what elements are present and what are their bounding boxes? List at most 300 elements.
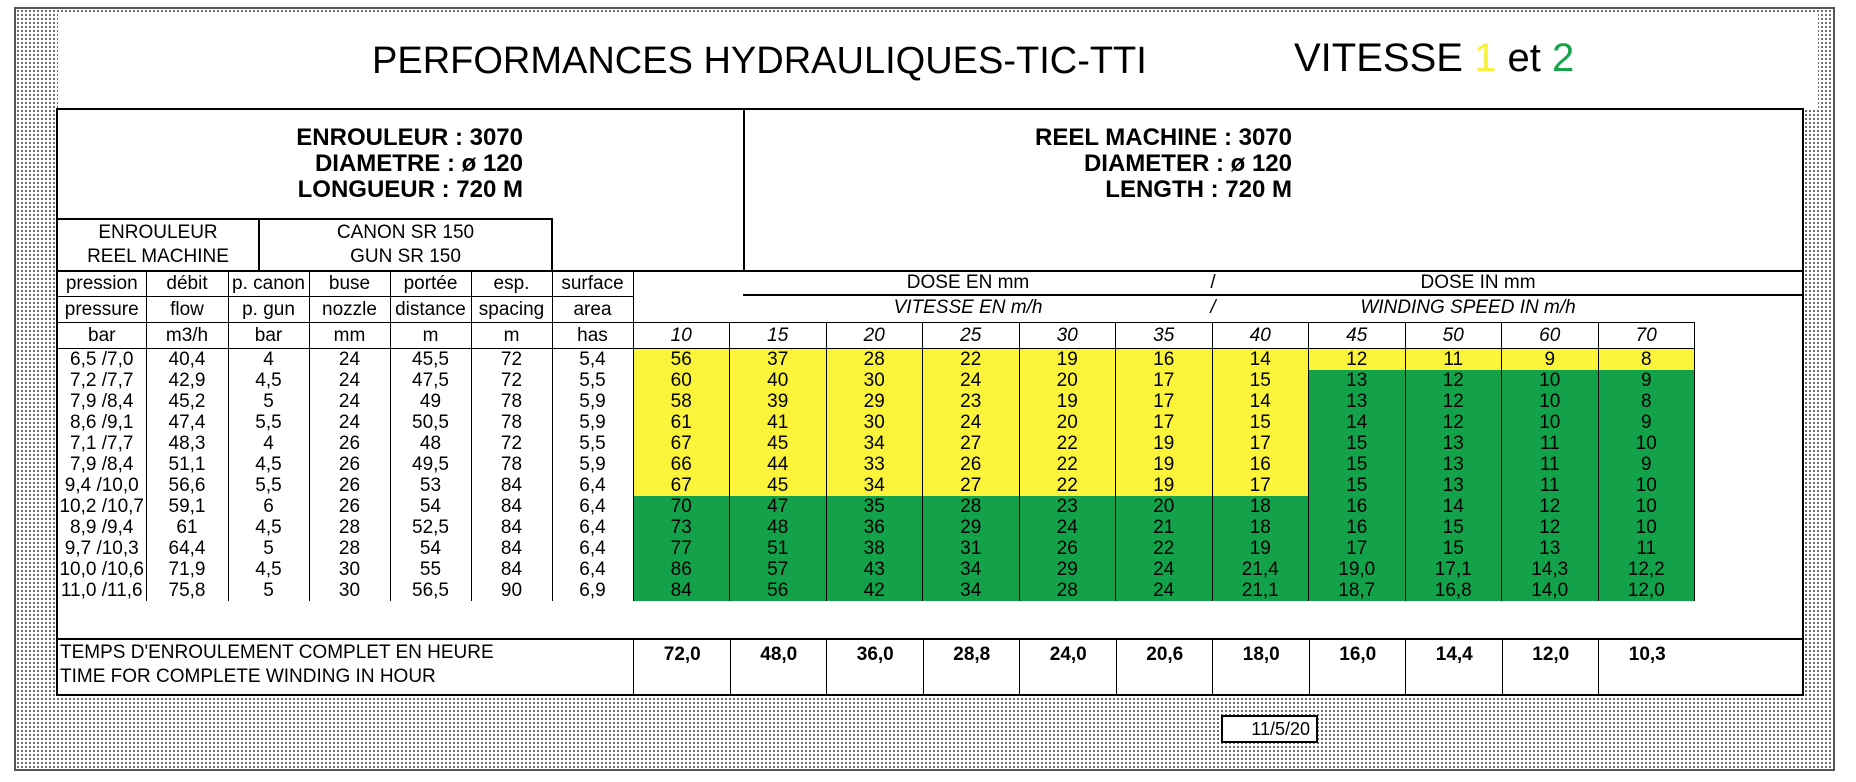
divider bbox=[1598, 640, 1599, 696]
dose-cell: 19 bbox=[1019, 391, 1116, 412]
unit-cell: has bbox=[552, 323, 633, 349]
divider bbox=[551, 218, 553, 270]
page-title: PERFORMANCES HYDRAULIQUES-TIC-TTI bbox=[372, 40, 1147, 82]
spacer-cell bbox=[1309, 297, 1406, 323]
dose-cell: 14,3 bbox=[1502, 559, 1599, 580]
spacer-cell bbox=[1116, 271, 1213, 297]
dose-cell: 57 bbox=[730, 559, 827, 580]
info-cell: 30 bbox=[309, 580, 390, 601]
dose-cell: 20 bbox=[1116, 496, 1213, 517]
speed-separator: / bbox=[1210, 297, 1216, 318]
dose-cell: 12,2 bbox=[1598, 559, 1695, 580]
column-header-row-en bbox=[58, 297, 1695, 323]
dose-cell: 17 bbox=[1212, 433, 1309, 454]
info-cell: 7,1 /7,7 bbox=[58, 433, 146, 454]
divider bbox=[923, 640, 924, 696]
dose-cell: 19 bbox=[1116, 454, 1213, 475]
winding-time-value: 72,0 bbox=[663, 644, 701, 665]
spacer-cell bbox=[1212, 297, 1309, 323]
dose-cell: 11 bbox=[1502, 475, 1599, 496]
table-row bbox=[58, 496, 1695, 517]
info-cell: 84 bbox=[471, 496, 552, 517]
dose-cell: 18,7 bbox=[1309, 580, 1406, 601]
header-length-fr: LONGUEUR : 720 M bbox=[297, 176, 523, 203]
header-diameter-fr: DIAMETRE : ø 120 bbox=[314, 150, 523, 177]
table-row bbox=[58, 412, 1695, 433]
spacer-cell bbox=[923, 297, 1020, 323]
dose-cell: 61 bbox=[633, 412, 730, 433]
info-cell: 84 bbox=[471, 517, 552, 538]
info-cell: 5,5 bbox=[552, 370, 633, 391]
group-reel-en: REEL MACHINE bbox=[87, 246, 229, 267]
info-cell: 6,4 bbox=[552, 517, 633, 538]
column-header-row-fr bbox=[58, 271, 1695, 297]
winding-time-value: 36,0 bbox=[856, 644, 894, 665]
dose-cell: 10 bbox=[1502, 412, 1599, 433]
dose-cell: 23 bbox=[1019, 496, 1116, 517]
info-cell: 61 bbox=[146, 517, 228, 538]
dose-cell: 14 bbox=[1212, 349, 1309, 371]
spacer-cell bbox=[923, 271, 1020, 297]
dose-cell: 12 bbox=[1502, 496, 1599, 517]
info-cell: 56,6 bbox=[146, 475, 228, 496]
dose-cell: 17 bbox=[1116, 370, 1213, 391]
info-cell: 5,5 bbox=[228, 412, 309, 433]
speed-header-cell: 60 bbox=[1502, 323, 1599, 349]
dose-cell: 43 bbox=[826, 559, 923, 580]
dose-cell: 14 bbox=[1309, 412, 1406, 433]
info-cell: 6,5 /7,0 bbox=[58, 349, 146, 371]
info-cell: 78 bbox=[471, 454, 552, 475]
dose-cell: 19 bbox=[1019, 349, 1116, 371]
dose-label-fr: DOSE EN mm bbox=[906, 272, 1030, 293]
info-cell: 4,5 bbox=[228, 370, 309, 391]
spacer-cell bbox=[1502, 297, 1599, 323]
column-header-fr: buse bbox=[309, 271, 390, 297]
info-cell: 56,5 bbox=[390, 580, 471, 601]
dose-cell: 21,1 bbox=[1212, 580, 1309, 601]
dose-cell: 10 bbox=[1598, 517, 1695, 538]
info-cell: 5 bbox=[228, 580, 309, 601]
dose-cell: 70 bbox=[633, 496, 730, 517]
dose-cell: 13 bbox=[1309, 391, 1406, 412]
info-cell: 6,9 bbox=[552, 580, 633, 601]
column-header-fr: débit bbox=[146, 271, 228, 297]
speed-two: 2 bbox=[1551, 36, 1575, 80]
info-cell: 5 bbox=[228, 391, 309, 412]
dose-cell: 17 bbox=[1212, 475, 1309, 496]
info-cell: 24 bbox=[309, 391, 390, 412]
table-row bbox=[58, 580, 1695, 601]
info-cell: 47,5 bbox=[390, 370, 471, 391]
table-row bbox=[58, 433, 1695, 454]
info-cell: 72 bbox=[471, 370, 552, 391]
dose-cell: 28 bbox=[1019, 580, 1116, 601]
dose-cell: 22 bbox=[923, 349, 1020, 371]
column-header-en: spacing bbox=[471, 297, 552, 323]
dose-cell: 26 bbox=[1019, 538, 1116, 559]
info-cell: 50,5 bbox=[390, 412, 471, 433]
dose-cell: 8 bbox=[1598, 349, 1695, 371]
info-cell: 78 bbox=[471, 412, 552, 433]
dose-cell: 67 bbox=[633, 433, 730, 454]
dose-cell: 19 bbox=[1116, 433, 1213, 454]
spacer-cell bbox=[1598, 271, 1695, 297]
info-cell: 4 bbox=[228, 433, 309, 454]
info-cell: 48,3 bbox=[146, 433, 228, 454]
dose-cell: 15 bbox=[1309, 433, 1406, 454]
table-row bbox=[58, 349, 1695, 371]
spacer-cell bbox=[1502, 271, 1599, 297]
table-row bbox=[58, 370, 1695, 391]
info-cell: 75,8 bbox=[146, 580, 228, 601]
dose-cell: 73 bbox=[633, 517, 730, 538]
dose-cell: 23 bbox=[923, 391, 1020, 412]
dose-cell: 22 bbox=[1116, 538, 1213, 559]
info-cell: 42,9 bbox=[146, 370, 228, 391]
dose-cell: 41 bbox=[730, 412, 827, 433]
dose-cell: 34 bbox=[826, 475, 923, 496]
column-header-en: p. gun bbox=[228, 297, 309, 323]
info-cell: 5,9 bbox=[552, 454, 633, 475]
table-row bbox=[58, 475, 1695, 496]
info-cell: 5,9 bbox=[552, 412, 633, 433]
dose-cell: 9 bbox=[1598, 454, 1695, 475]
divider bbox=[826, 640, 827, 696]
dose-cell: 14 bbox=[1405, 496, 1502, 517]
winding-time-value: 12,0 bbox=[1532, 644, 1570, 665]
dose-cell: 28 bbox=[826, 349, 923, 371]
table-row bbox=[58, 391, 1695, 412]
dose-cell: 38 bbox=[826, 538, 923, 559]
info-cell: 5,9 bbox=[552, 391, 633, 412]
info-cell: 10,0 /10,6 bbox=[59, 559, 145, 580]
spacer-cell bbox=[1405, 297, 1502, 323]
info-cell: 8,9 /9,4 bbox=[58, 517, 146, 538]
dose-cell: 20 bbox=[1019, 370, 1116, 391]
divider bbox=[1405, 640, 1406, 696]
dose-separator: / bbox=[1210, 272, 1216, 293]
spacer-cell bbox=[633, 297, 730, 323]
info-cell: 84 bbox=[471, 475, 552, 496]
title-banner bbox=[58, 12, 1818, 108]
dose-cell: 13 bbox=[1405, 433, 1502, 454]
dose-cell: 14 bbox=[1212, 391, 1309, 412]
dose-cell: 56 bbox=[730, 580, 827, 601]
dose-cell: 15 bbox=[1405, 517, 1502, 538]
info-cell: 90 bbox=[471, 580, 552, 601]
table-row bbox=[58, 538, 1695, 559]
info-cell: 26 bbox=[309, 475, 390, 496]
info-cell: 51,1 bbox=[146, 454, 228, 475]
dose-cell: 15 bbox=[1212, 370, 1309, 391]
spacer-cell bbox=[1212, 271, 1309, 297]
dose-cell: 19 bbox=[1116, 475, 1213, 496]
speed-and: et bbox=[1507, 36, 1541, 80]
dose-cell: 77 bbox=[633, 538, 730, 559]
dose-cell: 15 bbox=[1405, 538, 1502, 559]
winding-time-label-en: TIME FOR COMPLETE WINDING IN HOUR bbox=[60, 666, 436, 687]
speed-title bbox=[1294, 36, 1574, 81]
info-cell: 4,5 bbox=[228, 517, 309, 538]
info-cell: 26 bbox=[309, 496, 390, 517]
dose-cell: 14,0 bbox=[1502, 580, 1599, 601]
info-cell: 49,5 bbox=[390, 454, 471, 475]
dose-cell: 9 bbox=[1598, 370, 1695, 391]
divider bbox=[633, 640, 634, 696]
info-cell: 26 bbox=[309, 433, 390, 454]
info-cell: 4,5 bbox=[228, 559, 309, 580]
dose-cell: 16,8 bbox=[1405, 580, 1502, 601]
spacer-cell bbox=[1019, 297, 1116, 323]
info-cell: 24 bbox=[309, 412, 390, 433]
info-cell: 9,4 /10,0 bbox=[58, 475, 146, 496]
info-cell: 6,4 bbox=[552, 496, 633, 517]
dose-cell: 15 bbox=[1309, 454, 1406, 475]
info-cell: 71,9 bbox=[146, 559, 228, 580]
speed-label-fr: VITESSE EN m/h bbox=[893, 297, 1043, 318]
table-row bbox=[58, 517, 1695, 538]
dose-cell: 29 bbox=[923, 517, 1020, 538]
dose-cell: 29 bbox=[1019, 559, 1116, 580]
info-cell: 47,4 bbox=[146, 412, 228, 433]
spacer-cell bbox=[730, 271, 827, 297]
dose-cell: 12 bbox=[1309, 349, 1406, 371]
info-cell: 24 bbox=[309, 349, 390, 371]
dose-cell: 24 bbox=[1019, 517, 1116, 538]
info-cell: 4,5 bbox=[228, 454, 309, 475]
dose-cell: 22 bbox=[1019, 433, 1116, 454]
dose-cell: 39 bbox=[730, 391, 827, 412]
dose-cell: 17 bbox=[1116, 391, 1213, 412]
dose-cell: 31 bbox=[923, 538, 1020, 559]
dose-cell: 34 bbox=[923, 559, 1020, 580]
header-english bbox=[743, 110, 1804, 272]
info-cell: 54 bbox=[390, 538, 471, 559]
dose-cell: 19 bbox=[1212, 538, 1309, 559]
info-cell: 59,1 bbox=[146, 496, 228, 517]
dose-cell: 34 bbox=[923, 580, 1020, 601]
dose-cell: 24 bbox=[1116, 580, 1213, 601]
dose-cell: 24 bbox=[923, 412, 1020, 433]
speed-header-cell: 10 bbox=[633, 323, 730, 349]
dose-cell: 42 bbox=[826, 580, 923, 601]
dose-cell: 17 bbox=[1116, 412, 1213, 433]
dose-cell: 20 bbox=[1019, 412, 1116, 433]
info-cell: 7,2 /7,7 bbox=[58, 370, 146, 391]
divider bbox=[1019, 640, 1020, 696]
dose-cell: 11 bbox=[1598, 538, 1695, 559]
column-header-fr: esp. bbox=[471, 271, 552, 297]
info-cell: 45,5 bbox=[390, 349, 471, 371]
dose-cell: 58 bbox=[633, 391, 730, 412]
info-cell: 6,4 bbox=[552, 538, 633, 559]
dose-cell: 44 bbox=[730, 454, 827, 475]
dose-cell: 30 bbox=[826, 370, 923, 391]
info-cell: 49 bbox=[390, 391, 471, 412]
dose-cell: 9 bbox=[1502, 349, 1599, 371]
dose-cell: 21 bbox=[1116, 517, 1213, 538]
winding-time-value: 10,3 bbox=[1628, 644, 1666, 665]
dose-cell: 12 bbox=[1405, 370, 1502, 391]
speed-header-cell: 25 bbox=[923, 323, 1020, 349]
winding-time-value: 48,0 bbox=[760, 644, 798, 665]
info-cell: 5,4 bbox=[552, 349, 633, 371]
info-cell: 6,4 bbox=[552, 475, 633, 496]
dose-cell: 12,0 bbox=[1598, 580, 1695, 601]
column-header-en: distance bbox=[390, 297, 471, 323]
dose-cell: 10 bbox=[1598, 475, 1695, 496]
unit-cell: m3/h bbox=[146, 323, 228, 349]
group-gun-fr: CANON SR 150 bbox=[336, 222, 475, 243]
dose-cell: 51 bbox=[730, 538, 827, 559]
dose-cell: 24 bbox=[923, 370, 1020, 391]
dose-cell: 16 bbox=[1309, 517, 1406, 538]
dose-cell: 12 bbox=[1405, 412, 1502, 433]
dose-cell: 29 bbox=[826, 391, 923, 412]
dose-cell: 35 bbox=[826, 496, 923, 517]
unit-cell: m bbox=[471, 323, 552, 349]
spacer-cell bbox=[1116, 297, 1213, 323]
winding-time-value: 16,0 bbox=[1339, 644, 1377, 665]
dose-cell: 21,4 bbox=[1212, 559, 1309, 580]
dose-cell: 19,0 bbox=[1309, 559, 1406, 580]
dose-cell: 15 bbox=[1309, 475, 1406, 496]
dose-cell: 86 bbox=[633, 559, 730, 580]
header-machine-en: REEL MACHINE : 3070 bbox=[1035, 124, 1292, 151]
speed-header-cell: 40 bbox=[1212, 323, 1309, 349]
column-header-en: nozzle bbox=[309, 297, 390, 323]
info-cell: 11,0 /11,6 bbox=[58, 580, 146, 601]
info-cell: 64,4 bbox=[146, 538, 228, 559]
spacer-cell bbox=[826, 271, 923, 297]
dose-cell: 24 bbox=[1116, 559, 1213, 580]
dose-cell: 22 bbox=[1019, 454, 1116, 475]
info-cell: 84 bbox=[471, 538, 552, 559]
winding-time-value: 28,8 bbox=[953, 644, 991, 665]
info-cell: 24 bbox=[309, 370, 390, 391]
dose-cell: 67 bbox=[633, 475, 730, 496]
dose-cell: 10 bbox=[1598, 496, 1695, 517]
dose-cell: 27 bbox=[923, 433, 1020, 454]
dose-cell: 28 bbox=[923, 496, 1020, 517]
dose-cell: 9 bbox=[1598, 412, 1695, 433]
dose-cell: 27 bbox=[923, 475, 1020, 496]
dose-cell: 36 bbox=[826, 517, 923, 538]
dose-cell: 10 bbox=[1502, 391, 1599, 412]
info-cell: 54 bbox=[390, 496, 471, 517]
dose-cell: 26 bbox=[923, 454, 1020, 475]
info-cell: 5,5 bbox=[552, 433, 633, 454]
winding-time-value: 20,6 bbox=[1146, 644, 1184, 665]
info-cell: 53 bbox=[390, 475, 471, 496]
dose-cell: 45 bbox=[730, 475, 827, 496]
info-cell: 55 bbox=[390, 559, 471, 580]
column-header-en: pressure bbox=[58, 297, 146, 323]
dose-cell: 45 bbox=[730, 433, 827, 454]
speed-title-label: VITESSE bbox=[1294, 36, 1463, 80]
divider bbox=[1212, 640, 1213, 696]
info-cell: 9,7 /10,3 bbox=[58, 538, 146, 559]
dose-cell: 84 bbox=[633, 580, 730, 601]
winding-time-value: 18,0 bbox=[1242, 644, 1280, 665]
dose-cell: 10 bbox=[1502, 370, 1599, 391]
info-cell: 84 bbox=[471, 559, 552, 580]
table-row bbox=[58, 559, 1695, 580]
date-label: 11/5/20 bbox=[1221, 715, 1318, 743]
dose-cell: 13 bbox=[1309, 370, 1406, 391]
info-cell: 7,9 /8,4 bbox=[58, 391, 146, 412]
info-cell: 52,5 bbox=[390, 517, 471, 538]
header-machine-fr: ENROULEUR : 3070 bbox=[296, 124, 523, 151]
winding-time-value: 14,4 bbox=[1435, 644, 1473, 665]
winding-time-label-fr: TEMPS D'ENROULEMENT COMPLET EN HEURE bbox=[60, 642, 494, 663]
spacer-cell bbox=[826, 297, 923, 323]
info-cell: 5 bbox=[228, 538, 309, 559]
column-header-en: area bbox=[552, 297, 633, 323]
dose-cell: 56 bbox=[633, 349, 730, 371]
spacer-cell bbox=[1405, 271, 1502, 297]
dose-cell: 40 bbox=[730, 370, 827, 391]
spacer-cell bbox=[633, 271, 730, 297]
dose-cell: 8 bbox=[1598, 391, 1695, 412]
dose-cell: 22 bbox=[1019, 475, 1116, 496]
spacer-cell bbox=[1598, 297, 1695, 323]
dose-cell: 11 bbox=[1405, 349, 1502, 371]
performance-table bbox=[58, 270, 1695, 601]
info-cell: 7,9 /8,4 bbox=[58, 454, 146, 475]
speed-label-en: WINDING SPEED IN m/h bbox=[1360, 297, 1576, 318]
speed-header-cell: 30 bbox=[1019, 323, 1116, 349]
info-cell: 72 bbox=[471, 433, 552, 454]
dose-cell: 17 bbox=[1309, 538, 1406, 559]
spacer-cell bbox=[1309, 271, 1406, 297]
dose-cell: 16 bbox=[1116, 349, 1213, 371]
header-length-en: LENGTH : 720 M bbox=[1105, 176, 1292, 203]
info-cell: 72 bbox=[471, 349, 552, 371]
dose-cell: 48 bbox=[730, 517, 827, 538]
dose-cell: 15 bbox=[1212, 412, 1309, 433]
table-row bbox=[58, 454, 1695, 475]
speed-header-cell: 35 bbox=[1116, 323, 1213, 349]
unit-cell: bar bbox=[228, 323, 309, 349]
header-french bbox=[58, 110, 743, 220]
dose-cell: 11 bbox=[1502, 454, 1599, 475]
dose-cell: 18 bbox=[1212, 517, 1309, 538]
info-cell: 5,5 bbox=[228, 475, 309, 496]
dose-cell: 60 bbox=[633, 370, 730, 391]
performance-sheet bbox=[56, 108, 1804, 696]
dose-cell: 47 bbox=[730, 496, 827, 517]
info-cell: 28 bbox=[309, 517, 390, 538]
unit-cell: m bbox=[390, 323, 471, 349]
unit-cell: bar bbox=[58, 323, 146, 349]
speed-header-cell: 15 bbox=[730, 323, 827, 349]
dose-cell: 11 bbox=[1502, 433, 1599, 454]
speed-header-cell: 45 bbox=[1309, 323, 1406, 349]
dose-cell: 33 bbox=[826, 454, 923, 475]
units-row bbox=[58, 323, 1695, 349]
winding-time-value: 24,0 bbox=[1049, 644, 1087, 665]
divider bbox=[730, 640, 731, 696]
info-cell: 6,4 bbox=[552, 559, 633, 580]
info-cell: 30 bbox=[309, 559, 390, 580]
column-header-en: flow bbox=[146, 297, 228, 323]
info-cell: 28 bbox=[309, 538, 390, 559]
dose-cell: 66 bbox=[633, 454, 730, 475]
info-cell: 40,4 bbox=[146, 349, 228, 371]
column-header-fr: portée bbox=[390, 271, 471, 297]
